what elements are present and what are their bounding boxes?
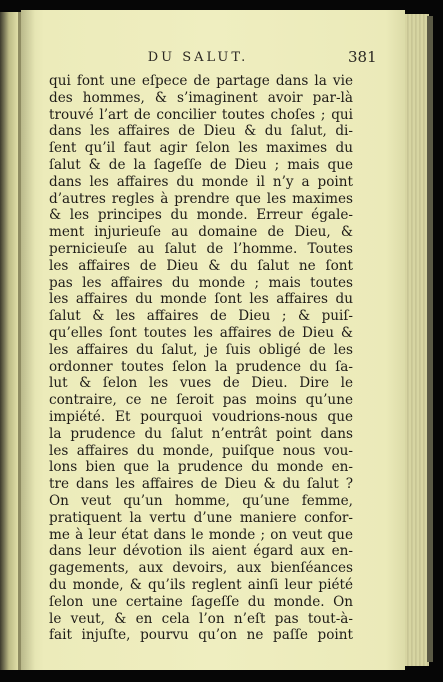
text-line: & les principes du monde. Erreur égale- bbox=[49, 207, 353, 224]
text-line: pas les affaires du monde ; mais toutes bbox=[49, 274, 353, 291]
text-line: ordonner toutes ſelon la prudence du ſa- bbox=[49, 358, 353, 375]
text-line: me à leur état dans le monde ; on veut que bbox=[49, 526, 353, 543]
text-line: ment injurieuſe au domaine de Dieu, & bbox=[49, 224, 353, 241]
fore-edge-shadow bbox=[427, 16, 433, 662]
text-line: ſelon une certaine ſageſſe du monde. On bbox=[49, 593, 353, 610]
text-line: contraire, ce ne ſeroit pas moins qu’une bbox=[49, 392, 353, 409]
text-line: lons bien que la prudence du monde en- bbox=[49, 459, 353, 476]
text-line: les affaires du ſalut, je ſuis obligé de les bbox=[49, 341, 353, 358]
text-line: On veut qu’un homme, qu’une femme, bbox=[49, 492, 353, 509]
text-line: la prudence du ſalut n’entrât point dans bbox=[49, 425, 353, 442]
text-line: les affaires de Dieu & du ſalut ne ſont bbox=[49, 257, 353, 274]
text-line: dans les affaires du monde il n’y a point bbox=[49, 173, 353, 190]
text-line: lut & ſelon les vues de Dieu. Dire le bbox=[49, 375, 353, 392]
text-line: impiété. Et pourquoi voudrions-nous que bbox=[49, 408, 353, 425]
text-line: ſent qu’il faut agir ſelon les maximes du bbox=[49, 140, 353, 157]
body-text bbox=[49, 73, 353, 644]
running-head: DU SALUT. bbox=[147, 50, 249, 65]
text-line: ſalut & de la ſageſſe de Dieu ; mais que bbox=[49, 156, 353, 173]
text-line: les affaires du monde, puiſque nous vou- bbox=[49, 442, 353, 459]
text-line: qu’elles ſont toutes les affaires de Dieu & bbox=[49, 324, 353, 341]
text-line: trouvé l’art de concilier toutes choſes ; qui bbox=[49, 106, 353, 123]
text-line: du monde, & qu’ils reglent ainſi leur piété bbox=[49, 576, 353, 593]
text-line: d’autres regles à prendre que les maximes bbox=[49, 190, 353, 207]
text-line: les affaires du monde ſont les affaires du bbox=[49, 291, 353, 308]
text-line: fait injuſte, pourvu qu’on ne paſſe point bbox=[49, 627, 353, 644]
page-number: 381 bbox=[348, 48, 377, 66]
text-line: pratiquent la vertu d’une maniere confor- bbox=[49, 509, 353, 526]
page-fore-edges bbox=[405, 14, 429, 666]
text-line: ſalut & les affaires de Dieu ; & puiſ- bbox=[49, 308, 353, 325]
text-line: des hommes, & s’imaginent avoir par-là bbox=[49, 89, 353, 106]
text-line: tre dans les affaires de Dieu & du ſalut ? bbox=[49, 476, 353, 493]
gutter-shadow bbox=[21, 10, 35, 670]
text-line: pernicieuſe au ſalut de l’homme. Toutes bbox=[49, 240, 353, 257]
text-line: qui font une eſpece de partage dans la vie bbox=[49, 73, 353, 89]
text-line: dans les affaires de Dieu & du ſalut, di- bbox=[49, 123, 353, 140]
previous-page-edge bbox=[0, 12, 20, 670]
text-line: gagements, aux devoirs, aux bienſéances bbox=[49, 560, 353, 577]
text-line: dans leur dévotion ils aient égard aux en- bbox=[49, 543, 353, 560]
text-line: le veut, & en cela l’on n’eſt pas tout-à- bbox=[49, 610, 353, 627]
